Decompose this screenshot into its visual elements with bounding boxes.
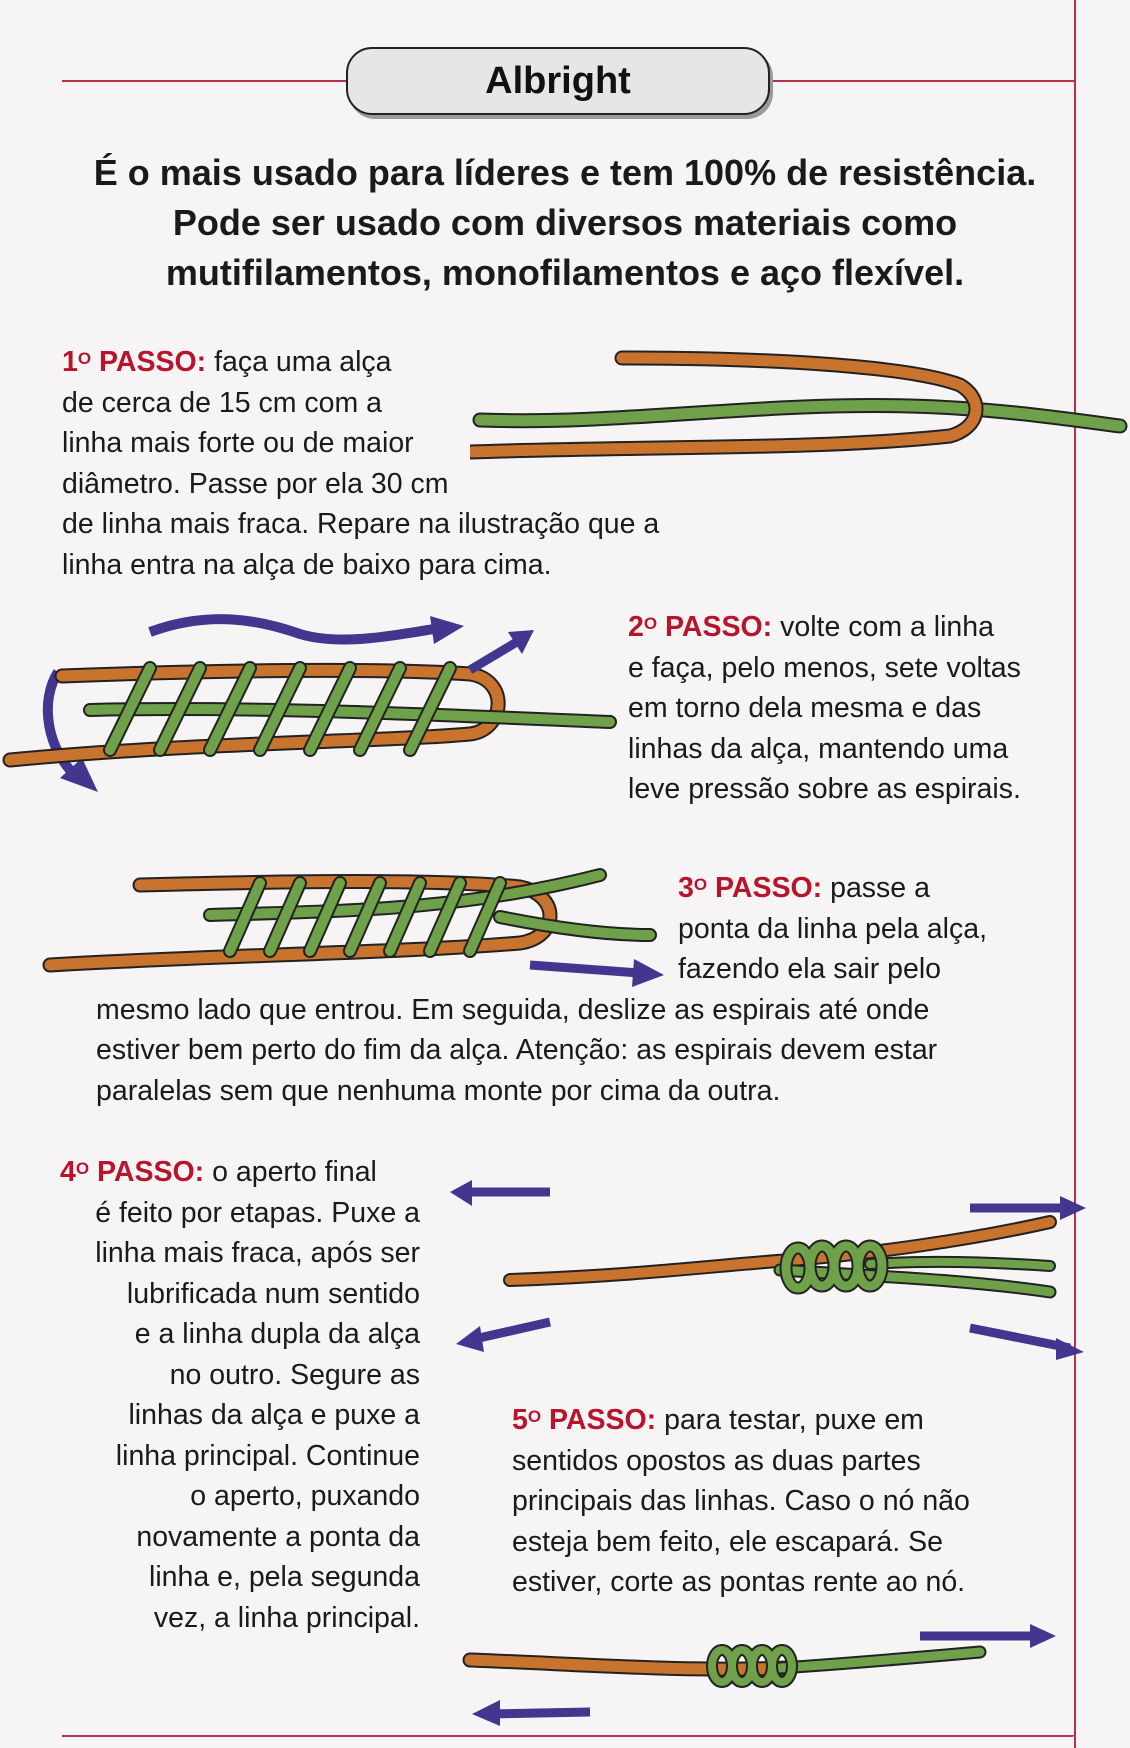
step-3: $3^O$ PASSO: passe a ponta da linha pela alça, fazendo ela sair pelo mesmo lado que entrou. Em seguida, deslize as espirais até onde estiver bem perto do fim da alça. Atenção: as espirais devem estar paralelas sem que nenhuma monte por cima da outra. xyxy=(96,872,987,1107)
right-border xyxy=(1074,0,1076,1748)
step-4-label: $4^O$ PASSO: xyxy=(60,1156,205,1188)
step-2: $2^O$ PASSO: volte com a linha e faça, pelo menos, sete voltas em torno dela mesma e das linhas da alça, mantendo uma leve pressão sobre as espirais. xyxy=(628,611,1021,805)
bottom-rule xyxy=(62,1735,1074,1737)
step-1-illustration xyxy=(470,340,1130,470)
step-5: $5^O$ PASSO: para testar, puxe em sentidos opostos as duas partes principais das linhas. Caso o nó não esteja bem feito, ele escapará. Se estiver, corte as pontas rente ao nó. xyxy=(512,1404,970,1598)
intro-text: É o mais usado para líderes e tem 100% de resistência. Pode ser usado com diversos materiais como mutifilamentos, monofilamentos e aço flexível. xyxy=(93,152,1037,293)
step-1: $1^O$ PASSO: faça uma alça de cerca de 15 cm com a linha mais forte ou de maior diâmetro. Passe por ela 30 cm de linha mais fraca. Repare na ilustração que a linha entra na alça de baixo para cima. xyxy=(62,346,660,581)
step-5-illustration xyxy=(460,1620,1060,1730)
step-2-label: $2^O$ PASSO: xyxy=(628,611,773,643)
step-4-illustration xyxy=(450,1180,1090,1380)
step-1-label: $1^O$ PASSO: xyxy=(62,346,207,378)
step-3-label: $3^O$ PASSO: xyxy=(678,872,823,904)
step-4: $4^O$ PASSO: o aperto final é feito por etapas. Puxe a linha mais fraca, após ser lubrificada num sentido e a linha dupla da alça no outro. Segure as linhas da alça e puxe a linha principal. Continue o aperto, puxando novamente a ponta da linha e, pela segunda vez, a linha principal. xyxy=(60,1156,420,1634)
step-5-label: $5^O$ PASSO: xyxy=(512,1404,657,1436)
page-title: Albright xyxy=(346,47,770,115)
step-2-illustration xyxy=(0,610,620,810)
